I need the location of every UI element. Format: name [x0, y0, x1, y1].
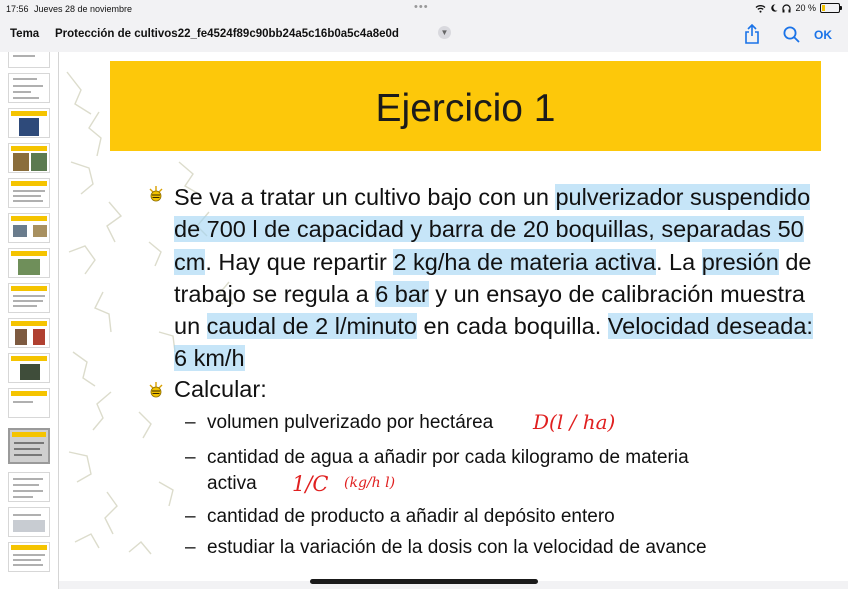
share-icon[interactable] — [744, 24, 760, 44]
slide-thumbnail[interactable] — [8, 388, 50, 418]
multitasking-dots-icon[interactable]: ••• — [414, 1, 429, 13]
section-label[interactable]: Tema — [10, 28, 40, 40]
highlight-speed: Velocidad deseada: 6 km/h — [174, 313, 813, 372]
dash-bullet: – — [185, 412, 196, 433]
list-item-continuation: activa — [207, 473, 257, 494]
bullet-bee-icon — [147, 185, 165, 203]
status-date: Jueves 28 de noviembre — [34, 4, 133, 14]
status-indicators — [755, 3, 840, 13]
slide-thumbnail[interactable] — [8, 472, 50, 502]
list-item: cantidad de producto a añadir al depósito entero — [207, 506, 615, 527]
calc-heading: Calcular: — [174, 376, 267, 402]
highlight-bar: 6 bar — [375, 280, 429, 307]
highlight-sprayer: pulverizador suspendido de 700 l de capacidad y barra de 20 boquillas, separadas 50 cm — [174, 184, 811, 275]
slide-title: Ejercicio 1 — [375, 87, 556, 130]
home-indicator[interactable] — [310, 579, 538, 584]
highlight-flow: caudal de 2 l/minuto — [206, 313, 418, 340]
slide-thumbnail[interactable] — [8, 178, 50, 208]
search-icon[interactable] — [783, 26, 800, 43]
wifi-icon — [755, 4, 766, 13]
document-title[interactable]: Protección de cultivos22_fe4524f89c90bb24a5c16b0a5c4a8e0d — [55, 28, 399, 40]
slide-thumbnail[interactable] — [8, 507, 50, 537]
ok-button[interactable]: OK — [814, 28, 832, 42]
slide-thumbnail[interactable] — [8, 542, 50, 572]
slide-thumbnail[interactable] — [8, 318, 50, 348]
slide-thumbnail-sidebar[interactable] — [0, 52, 59, 589]
title-band — [110, 61, 821, 151]
statement-text: en cada boquilla. — [417, 313, 608, 340]
slide-thumbnail[interactable] — [8, 108, 50, 138]
handwritten-annotation: 1/C — [292, 472, 329, 496]
battery-percent: 20 % — [795, 3, 816, 13]
battery-icon — [820, 3, 840, 13]
chevron-down-icon[interactable]: ▼ — [438, 26, 451, 39]
slide-thumbnail[interactable] — [8, 353, 50, 383]
list-item: cantidad de agua a añadir por cada kilogramo de materia — [207, 447, 689, 468]
slide-thumbnail[interactable] — [8, 213, 50, 243]
statement-text: Se va a tratar un cultivo bajo con un — [174, 184, 556, 210]
highlight-dose: 2 kg/ha de materia activa — [393, 248, 656, 275]
statement-text: de trabajo se regula a — [174, 248, 812, 307]
statement-text: y un ensayo de calibración muestra un — [174, 280, 805, 340]
list-item: estudiar la variación de la dosis con la velocidad de avance — [207, 537, 707, 558]
headphones-icon — [782, 4, 791, 13]
slide-thumbnail[interactable] — [8, 283, 50, 313]
exercise-statement — [174, 181, 814, 375]
dash-bullet: – — [185, 537, 196, 558]
moon-icon — [770, 4, 778, 12]
slide-thumbnail[interactable] — [8, 248, 50, 278]
slide-thumbnail[interactable] — [8, 52, 50, 68]
dash-bullet: – — [185, 447, 196, 468]
slide-thumbnail[interactable] — [8, 143, 50, 173]
statement-text: . Hay que repartir — [205, 248, 394, 275]
status-bar — [0, 0, 848, 18]
handwritten-annotation: (kg/h l) — [344, 475, 396, 491]
status-time: 17:56 — [6, 4, 29, 14]
statement-text: . La — [655, 248, 702, 275]
bullet-bee-icon — [147, 381, 165, 399]
slide-thumbnail[interactable] — [8, 73, 50, 103]
slide-canvas — [59, 52, 848, 581]
dash-bullet: – — [185, 506, 196, 527]
slide-thumbnail-selected[interactable] — [8, 428, 50, 464]
list-item: volumen pulverizado por hectárea — [207, 412, 494, 433]
highlight-pressure: presión — [701, 248, 779, 275]
document-toolbar — [0, 18, 848, 52]
handwritten-annotation: D(l / ha) — [533, 410, 616, 434]
